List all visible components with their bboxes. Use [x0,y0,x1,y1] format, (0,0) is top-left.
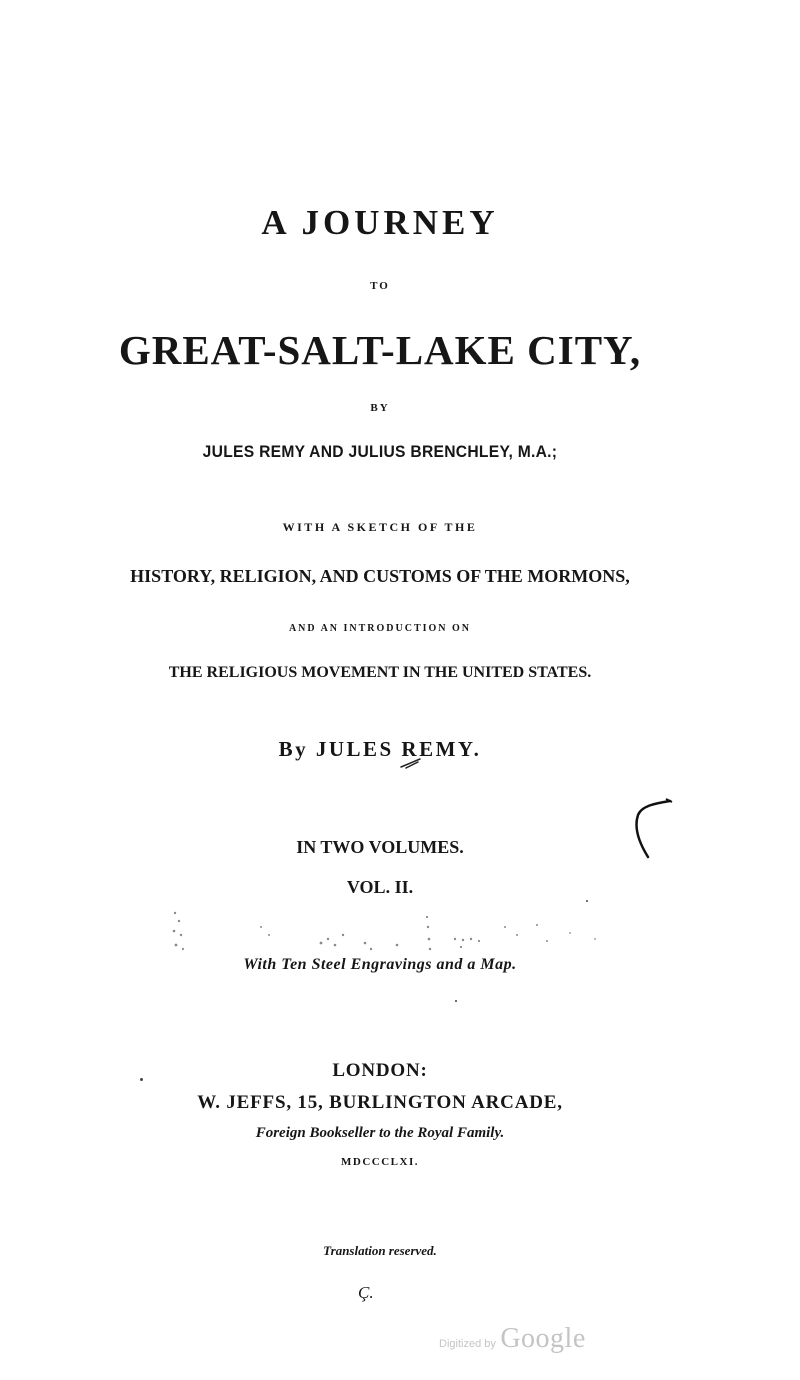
title-connector-to: TO [370,280,390,292]
book-title-city: GREAT-SALT-LAKE CITY, [118,327,642,373]
imprint-publisher: W. JEFFS, 15, BURLINGTON ARCADE, [197,1092,563,1113]
signature-mark: Ç. [358,1283,374,1302]
margin-bracket-mark [628,795,678,865]
translation-note: Translation reserved. [323,1243,437,1258]
ink-speck [455,1000,457,1002]
watermark-prefix: Digitized by [439,1338,496,1350]
imprint-bookseller: Foreign Bookseller to the Royal Family. [255,1125,505,1141]
watermark-brand: Google [500,1323,586,1354]
volume-count: IN TWO VOLUMES. [296,837,464,857]
ink-speck [140,1078,143,1081]
title-connector-by: BY [370,402,390,414]
ink-speck [586,900,588,902]
book-title: A JOURNEY [261,203,499,242]
pen-mark [398,756,424,770]
author-byline: By JULES REMY. [278,737,482,761]
digitized-watermark [439,1323,586,1355]
subtitle-religious-movement: THE RELIGIOUS MOVEMENT IN THE UNITED STATES. [168,664,592,681]
subtitle-introduction-on: AND AN INTRODUCTION ON [288,623,472,634]
subtitle-with-sketch: WITH A SKETCH OF THE [282,520,478,534]
engravings-note: With Ten Steel Engravings and a Map. [243,956,517,973]
imprint-date: MDCCCLXI. [341,1156,419,1168]
imprint-city: LONDON: [332,1060,428,1081]
stamp-bleed-through [165,905,615,965]
subtitle-history: HISTORY, RELIGION, AND CUSTOMS OF THE MORMONS, [130,566,630,586]
authors-line: JULES REMY AND JULIUS BRENCHLEY, M.A.; [202,442,558,461]
volume-number: VOL. II. [346,877,414,897]
